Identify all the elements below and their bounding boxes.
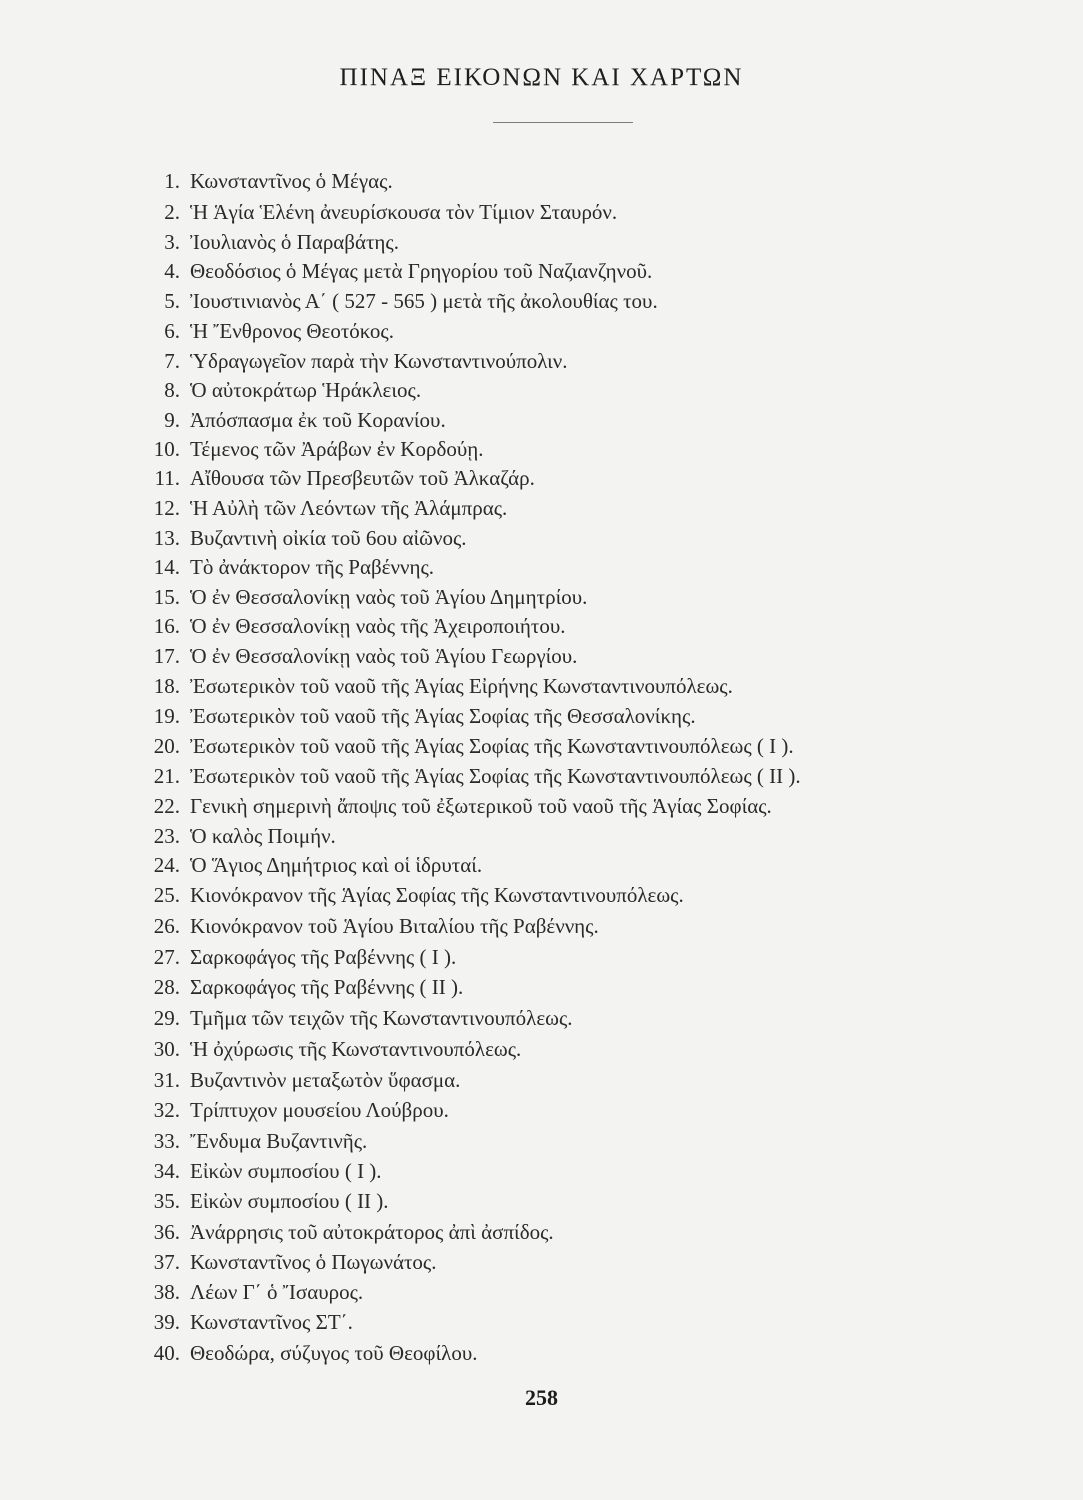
item-number: 28. xyxy=(153,975,180,999)
item-text: Ἔνδυμα Βυζαντινῆς. xyxy=(190,1129,368,1153)
item-number: 36. xyxy=(153,1220,180,1244)
item-number: 22. xyxy=(153,794,180,818)
item-text: Ἐσωτερικὸν τοῦ ναοῦ τῆς Ἁγίας Σοφίας τῆς Κωνσταντινουπόλεως ( I ). xyxy=(190,734,794,758)
item-text: Ἐσωτερικὸν τοῦ ναοῦ τῆς Ἁγίας Εἰρήνης Κωνσταντινουπόλεως. xyxy=(190,674,733,698)
item-number: 30. xyxy=(153,1037,180,1061)
item-number: 20. xyxy=(153,734,180,758)
item-text: Ἡ ὀχύρωσις τῆς Κωνσταντινουπόλεως. xyxy=(190,1037,522,1061)
item-number: 38. xyxy=(153,1280,180,1304)
item-text: Λέων Γ΄ ὁ Ἴσαυρος. xyxy=(190,1280,364,1304)
item-number: 34. xyxy=(153,1159,180,1183)
item-number: 29. xyxy=(153,1006,180,1030)
item-text: Τὸ ἀνάκτορον τῆς Ραβέννης. xyxy=(190,555,435,579)
item-text: Ὁ Ἅγιος Δημήτριος καὶ οἱ ἱδρυταί. xyxy=(190,853,483,877)
item-text: Ὑδραγωγεῖον παρὰ τὴν Κωνσταντινούπολιν. xyxy=(190,349,568,373)
item-text: Τέμενος τῶν Ἀράβων ἐν Κορδούῃ. xyxy=(190,437,484,461)
item-number: 24. xyxy=(153,853,180,877)
item-number: 4. xyxy=(164,259,180,283)
page-title: ΠΙΝΑΞ ΕΙΚΟΝΩΝ ΚΑΙ ΧΑΡΤΩΝ xyxy=(339,64,744,91)
item-number: 6. xyxy=(164,319,180,343)
item-number: 11. xyxy=(154,466,180,490)
item-number: 39. xyxy=(153,1310,180,1334)
item-number: 8. xyxy=(164,378,180,402)
item-text: Ἡ Αὐλὴ τῶν Λεόντων τῆς Ἀλάμπρας. xyxy=(190,496,508,520)
item-text: Ἀνάρρησις τοῦ αὐτοκράτορος ἀπὶ ἀσπίδος. xyxy=(190,1220,554,1244)
item-text: Ὁ καλὸς Ποιμήν. xyxy=(190,824,336,848)
item-text: Εἰκὼν συμποσίου ( I ). xyxy=(190,1159,382,1183)
item-number: 32. xyxy=(153,1098,180,1122)
item-number: 25. xyxy=(153,883,180,907)
item-text: Εἰκὼν συμποσίου ( II ). xyxy=(190,1189,389,1213)
item-number: 15. xyxy=(153,585,180,609)
item-text: Τρίπτυχον μουσείου Λούβρου. xyxy=(190,1098,449,1122)
item-text: Ὁ ἐν Θεσσαλονίκῃ ναὸς τοῦ Ἁγίου Γεωργίου. xyxy=(190,644,578,668)
item-text: Ὁ ἐν Θεσσαλονίκῃ ναὸς τοῦ Ἁγίου Δημητρίου. xyxy=(190,585,588,609)
item-text: Σαρκοφάγος τῆς Ραβέννης ( I ). xyxy=(190,945,457,969)
item-number: 14. xyxy=(153,555,180,579)
item-number: 18. xyxy=(153,674,180,698)
item-text: Ὁ ἐν Θεσσαλονίκῃ ναὸς τῆς Ἀχειροποιήτου. xyxy=(190,614,566,638)
item-text: Θεοδόσιος ὁ Μέγας μετὰ Γρηγορίου τοῦ Ναζιανζηνοῦ. xyxy=(190,259,653,283)
title-rule xyxy=(493,122,633,123)
item-number: 13. xyxy=(153,526,180,550)
item-text: Ἡ Ἔνθρονος Θεοτόκος. xyxy=(190,319,394,343)
item-text: Ἰουστινιανὸς Α΄ ( 527 - 565 ) μετὰ τῆς ἀκολουθίας του. xyxy=(190,289,658,313)
page-number: 258 xyxy=(525,1385,558,1410)
item-number: 16. xyxy=(153,614,180,638)
item-text: Ἐσωτερικὸν τοῦ ναοῦ τῆς Ἁγίας Σοφίας τῆς Κωνσταντινουπόλεως ( II ). xyxy=(190,764,801,788)
item-text: Ὁ αὐτοκράτωρ Ἡράκλειος. xyxy=(190,378,422,402)
item-number: 10. xyxy=(153,437,180,461)
item-number: 3. xyxy=(164,230,180,254)
item-text: Βυζαντινὴ οἰκία τοῦ 6ου αἰῶνος. xyxy=(190,526,467,550)
item-number: 7. xyxy=(164,349,180,373)
item-number: 21. xyxy=(153,764,180,788)
item-number: 31. xyxy=(153,1068,180,1092)
item-text: Κιονόκρανον τῆς Ἁγίας Σοφίας τῆς Κωνσταντινουπόλεως. xyxy=(190,883,684,907)
item-number: 17. xyxy=(153,644,180,668)
item-text: Ἰουλιανὸς ὁ Παραβάτης. xyxy=(190,230,399,254)
item-text: Κωνσταντῖνος ΣΤ΄. xyxy=(190,1310,353,1334)
item-number: 1. xyxy=(164,169,180,193)
item-text: Κωνσταντῖνος ὁ Πωγωνάτος. xyxy=(190,1250,437,1274)
item-text: Αἴθουσα τῶν Πρεσβευτῶν τοῦ Ἀλκαζάρ. xyxy=(190,466,535,490)
item-number: 23. xyxy=(153,824,180,848)
item-text: Τμῆμα τῶν τειχῶν τῆς Κωνσταντινουπόλεως. xyxy=(190,1006,573,1030)
item-text: Κωνσταντῖνος ὁ Μέγας. xyxy=(190,169,393,193)
item-text: Σαρκοφάγος τῆς Ραβέννης ( II ). xyxy=(190,975,464,999)
item-number: 40. xyxy=(153,1341,180,1365)
item-number: 37. xyxy=(153,1250,180,1274)
item-number: 2. xyxy=(164,200,180,224)
item-number: 19. xyxy=(153,704,180,728)
item-text: Γενικὴ σημερινὴ ἄποψις τοῦ ἐξωτερικοῦ τοῦ ναοῦ τῆς Ἁγίας Σοφίας. xyxy=(190,794,772,818)
item-number: 27. xyxy=(153,945,180,969)
item-number: 26. xyxy=(153,914,180,938)
item-text: Ἀπόσπασμα ἐκ τοῦ Κορανίου. xyxy=(190,408,446,432)
item-number: 9. xyxy=(164,408,180,432)
item-text: Κιονόκρανον τοῦ Ἁγίου Βιταλίου τῆς Ραβέννης. xyxy=(190,914,599,938)
item-number: 12. xyxy=(153,496,180,520)
item-number: 35. xyxy=(153,1189,180,1213)
item-number: 33. xyxy=(153,1129,180,1153)
item-text: Βυζαντινὸν μεταξωτὸν ὕφασμα. xyxy=(190,1068,461,1092)
item-text: Ἡ Ἁγία Ἑλένη ἀνευρίσκουσα τὸν Τίμιον Σταυρόν. xyxy=(190,200,618,224)
item-text: Θεοδώρα, σύζυγος τοῦ Θεοφίλου. xyxy=(190,1341,478,1365)
item-text: Ἐσωτερικὸν τοῦ ναοῦ τῆς Ἁγίας Σοφίας τῆς Θεσσαλονίκης. xyxy=(190,704,696,728)
item-number: 5. xyxy=(164,289,180,313)
